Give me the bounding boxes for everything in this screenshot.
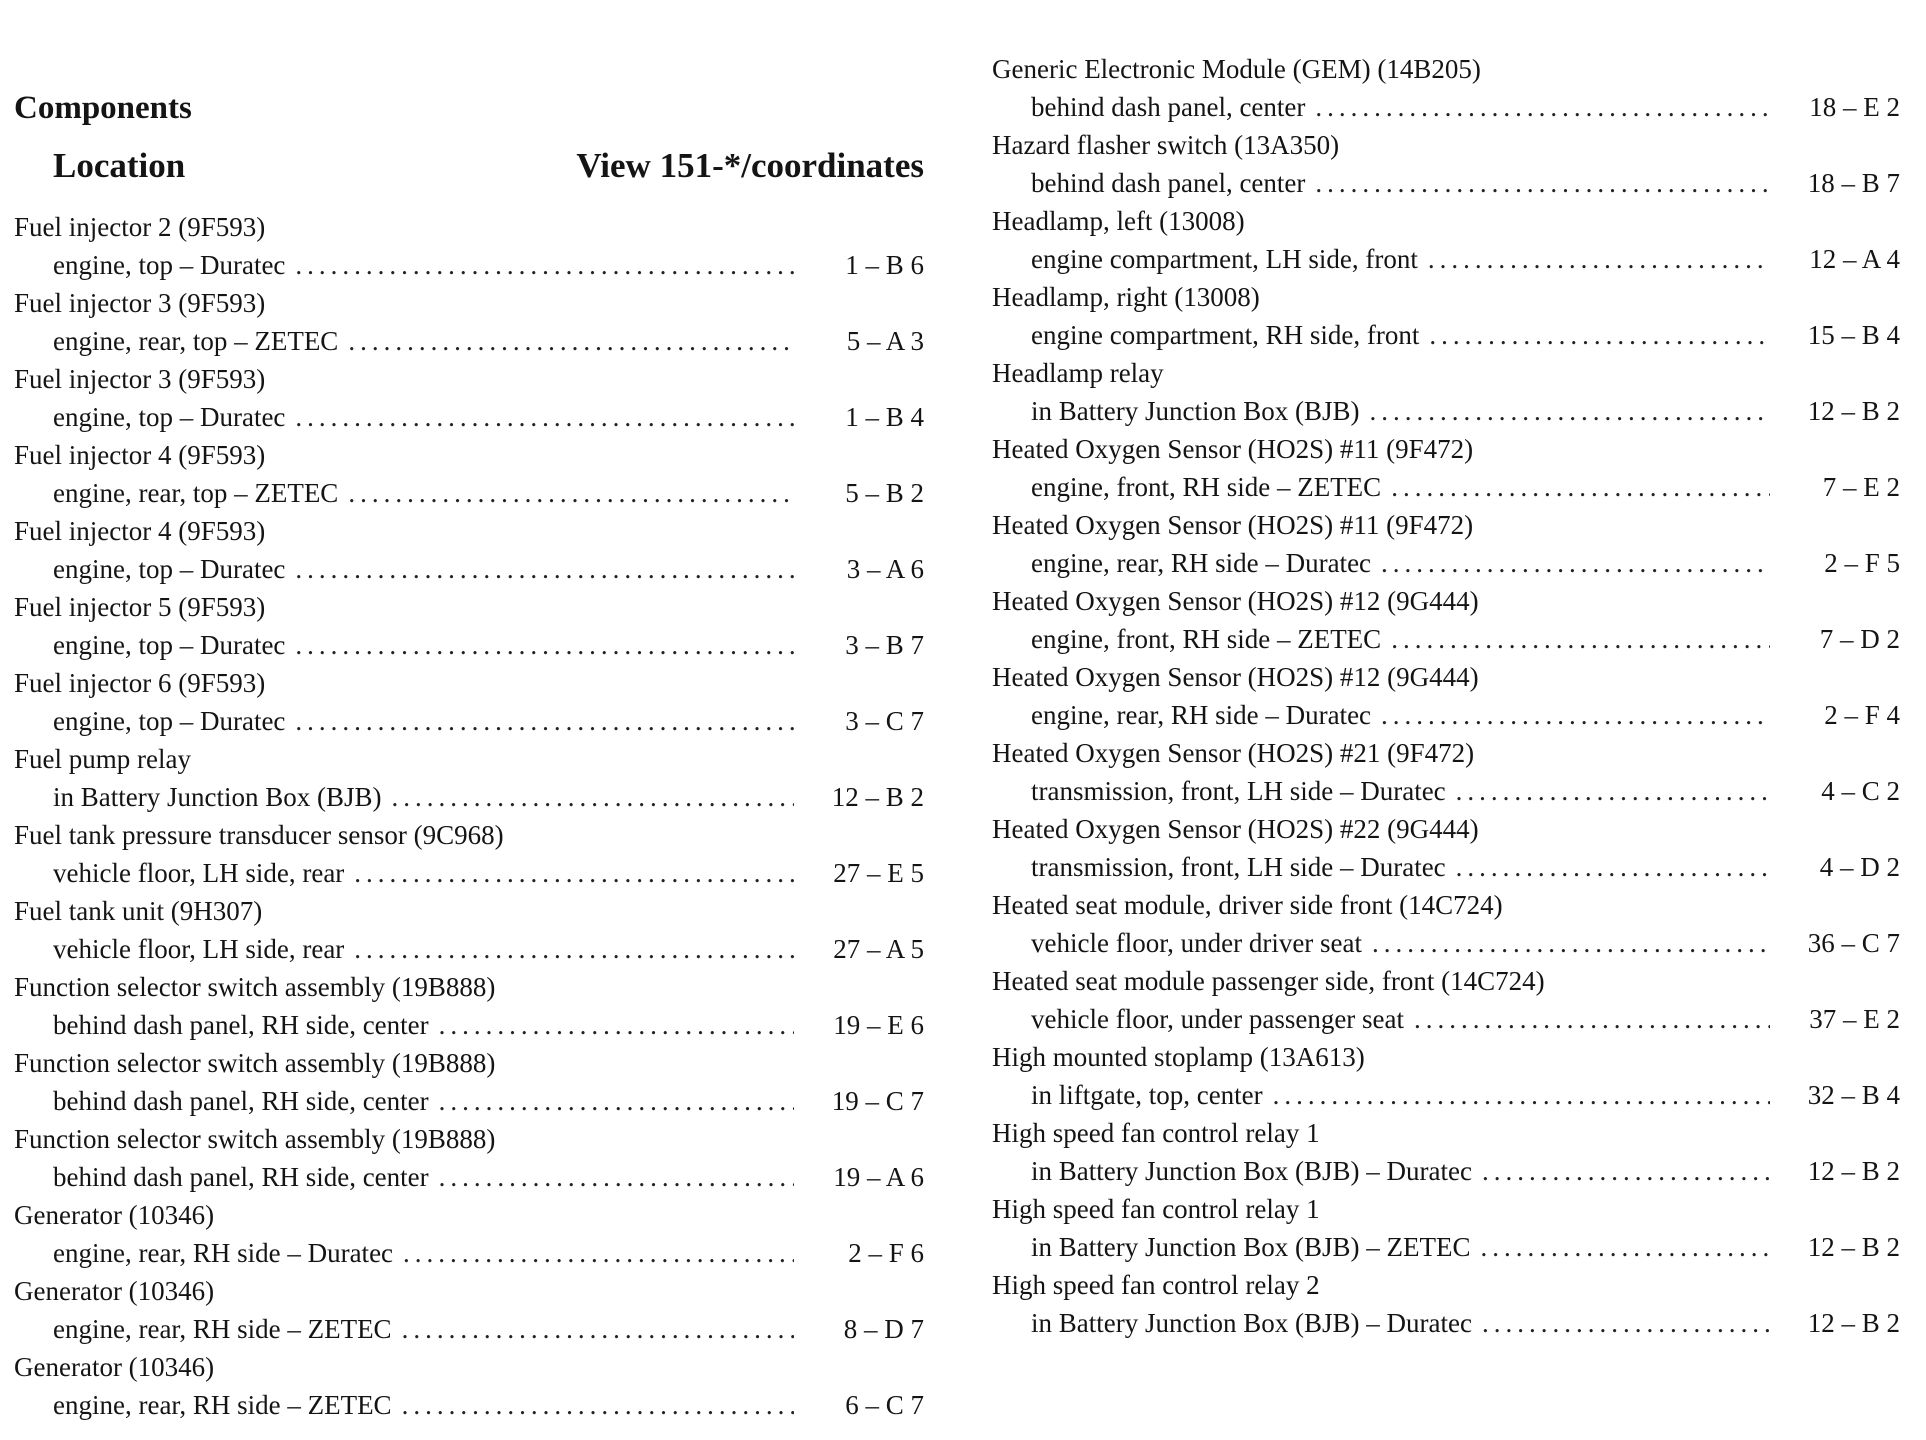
view-coordinate: 15 – B 4: [1807, 320, 1900, 350]
component-name: Heated Oxygen Sensor (HO2S) #12 (9G444): [992, 662, 1479, 692]
dot-leader: [1456, 772, 1770, 810]
dot-leader: [1480, 1228, 1770, 1266]
dot-leader: [295, 702, 794, 740]
component-name: Fuel injector 4 (9F593): [14, 440, 266, 470]
component-entry: [992, 582, 1900, 658]
component-location: engine, rear, RH side – ZETEC: [53, 1314, 392, 1344]
view-coordinate: 12 – B 2: [1807, 1156, 1900, 1186]
location-line: [14, 1158, 924, 1196]
view-coordinate: 5 – A 3: [846, 326, 924, 356]
view-coordinate: 27 – E 5: [833, 858, 924, 888]
component-name: Function selector switch assembly (19B888): [14, 1124, 496, 1154]
component-entry: [992, 1190, 1900, 1266]
component-entry: [992, 126, 1900, 202]
view-coordinate: 1 – B 6: [845, 250, 924, 280]
component-location: engine, rear, RH side – ZETEC: [53, 1390, 392, 1420]
view-coordinate: 4 – C 2: [1821, 776, 1900, 806]
location-line: [992, 1076, 1900, 1114]
dot-leader: [354, 930, 794, 968]
component-location: engine, rear, RH side – Duratec: [1031, 548, 1372, 578]
view-coordinate: 8 – D 7: [843, 1314, 924, 1344]
view-coordinate: 12 – A 4: [1809, 244, 1900, 274]
dot-leader: [1429, 316, 1770, 354]
view-coordinate: 19 – A 6: [833, 1162, 924, 1192]
view-coordinates-column-header: View 151-*/coordinates: [576, 146, 924, 185]
component-entry: [14, 892, 924, 968]
component-entry: [14, 1348, 924, 1424]
location-line: [992, 164, 1900, 202]
view-coordinate: 2 – F 6: [848, 1238, 924, 1268]
component-entry: [992, 354, 1900, 430]
component-name: Function selector switch assembly (19B888): [14, 1048, 496, 1078]
dot-leader: [354, 854, 794, 892]
component-location: engine, front, RH side – ZETEC: [1031, 472, 1382, 502]
dot-leader: [439, 1082, 794, 1120]
dot-leader: [1482, 1304, 1770, 1342]
component-entry: [14, 512, 924, 588]
component-entry: [14, 968, 924, 1044]
component-location: vehicle floor, LH side, rear: [53, 934, 345, 964]
component-entry: [14, 1120, 924, 1196]
component-location: in Battery Junction Box (BJB) – Duratec: [1031, 1156, 1472, 1186]
component-entry: [14, 284, 924, 360]
location-line: [992, 1304, 1900, 1342]
component-location: vehicle floor, under driver seat: [1031, 928, 1363, 958]
component-name: High speed fan control relay 1: [992, 1194, 1320, 1224]
location-line: [992, 1228, 1900, 1266]
component-name: Heated seat module passenger side, front (14C724): [992, 966, 1545, 996]
location-line: [992, 240, 1900, 278]
location-line: [14, 550, 924, 588]
location-line: [14, 1006, 924, 1044]
component-entry: [14, 360, 924, 436]
dot-leader: [295, 550, 794, 588]
dot-leader: [1414, 1000, 1770, 1038]
view-coordinate: 19 – E 6: [833, 1010, 924, 1040]
component-location: behind dash panel, RH side, center: [53, 1086, 429, 1116]
view-coordinate: 3 – C 7: [845, 706, 924, 736]
dot-leader: [1315, 164, 1770, 202]
component-name: Fuel injector 4 (9F593): [14, 516, 266, 546]
location-line: [992, 848, 1900, 886]
component-entry: [992, 810, 1900, 886]
component-entry: [14, 664, 924, 740]
view-coordinate: 3 – B 7: [845, 630, 924, 660]
component-name: Heated Oxygen Sensor (HO2S) #11 (9F472): [992, 434, 1474, 464]
left-entry-list: [14, 208, 924, 1424]
component-entry: [992, 734, 1900, 810]
component-name: Heated Oxygen Sensor (HO2S) #21 (9F472): [992, 738, 1475, 768]
view-coordinate: 4 – D 2: [1819, 852, 1900, 882]
component-location: engine, front, RH side – ZETEC: [1031, 624, 1382, 654]
dot-leader: [1369, 392, 1770, 430]
view-coordinate: 12 – B 2: [1807, 1308, 1900, 1338]
component-entry: [992, 1038, 1900, 1114]
component-name: Fuel pump relay: [14, 744, 191, 774]
location-line: [992, 772, 1900, 810]
component-entry: [992, 430, 1900, 506]
view-coordinate: 18 – E 2: [1809, 92, 1900, 122]
component-entry: [14, 1044, 924, 1120]
component-name: Fuel injector 5 (9F593): [14, 592, 266, 622]
component-name: High speed fan control relay 2: [992, 1270, 1320, 1300]
component-location: engine compartment, LH side, front: [1031, 244, 1418, 274]
component-location: vehicle floor, under passenger seat: [1031, 1004, 1405, 1034]
component-location: engine, rear, top – ZETEC: [53, 326, 339, 356]
location-line: [992, 544, 1900, 582]
component-entry: [14, 436, 924, 512]
component-location: behind dash panel, center: [1031, 92, 1306, 122]
view-coordinate: 1 – B 4: [845, 402, 924, 432]
dot-leader: [439, 1158, 794, 1196]
component-name: Fuel injector 6 (9F593): [14, 668, 266, 698]
location-line: [992, 88, 1900, 126]
dot-leader: [348, 322, 794, 360]
component-entry: [14, 740, 924, 816]
view-coordinate: 7 – E 2: [1822, 472, 1900, 502]
component-name: Fuel injector 2 (9F593): [14, 212, 266, 242]
dot-leader: [348, 474, 794, 512]
location-line: [992, 620, 1900, 658]
component-location: engine, rear, RH side – Duratec: [1031, 700, 1372, 730]
component-location: in Battery Junction Box (BJB) – ZETEC: [1031, 1232, 1471, 1262]
location-line: [14, 246, 924, 284]
component-name: Heated Oxygen Sensor (HO2S) #22 (9G444): [992, 814, 1479, 844]
component-location: behind dash panel, center: [1031, 168, 1306, 198]
component-location: transmission, front, LH side – Duratec: [1031, 852, 1446, 882]
location-line: [14, 626, 924, 664]
dot-leader: [439, 1006, 794, 1044]
component-name: Headlamp relay: [992, 358, 1164, 388]
view-coordinate: 19 – C 7: [831, 1086, 924, 1116]
component-name: Heated seat module, driver side front (14C724): [992, 890, 1503, 920]
location-line: [14, 322, 924, 360]
view-coordinate: 36 – C 7: [1807, 928, 1900, 958]
location-line: [992, 1000, 1900, 1038]
component-location: behind dash panel, RH side, center: [53, 1162, 429, 1192]
component-name: Fuel injector 3 (9F593): [14, 288, 266, 318]
component-name: Heated Oxygen Sensor (HO2S) #12 (9G444): [992, 586, 1479, 616]
dot-leader: [1456, 848, 1770, 886]
dot-leader: [1381, 696, 1770, 734]
component-location: in liftgate, top, center: [1031, 1080, 1263, 1110]
component-entry: [992, 506, 1900, 582]
component-location: engine, top – Duratec: [53, 554, 286, 584]
component-entry: [992, 202, 1900, 278]
right-entry-list: [992, 50, 1900, 1342]
component-location: transmission, front, LH side – Duratec: [1031, 776, 1446, 806]
component-entry: [992, 658, 1900, 734]
location-line: [14, 1310, 924, 1348]
view-coordinate: 12 – B 2: [1807, 396, 1900, 426]
location-line: [14, 778, 924, 816]
component-location: engine compartment, RH side, front: [1031, 320, 1420, 350]
dot-leader: [295, 398, 794, 436]
component-location: behind dash panel, RH side, center: [53, 1010, 429, 1040]
view-coordinate: 27 – A 5: [833, 934, 924, 964]
component-entry: [14, 1272, 924, 1348]
dot-leader: [1391, 620, 1770, 658]
view-coordinate: 3 – A 6: [846, 554, 924, 584]
dot-leader: [403, 1234, 794, 1272]
location-line: [992, 924, 1900, 962]
component-location: engine, top – Duratec: [53, 630, 286, 660]
component-name: Generic Electronic Module (GEM) (14B205): [992, 54, 1481, 84]
component-entry: [14, 208, 924, 284]
dot-leader: [1372, 924, 1770, 962]
component-entry: [992, 1114, 1900, 1190]
view-coordinate: 37 – E 2: [1809, 1004, 1900, 1034]
component-name: Headlamp, right (13008): [992, 282, 1260, 312]
component-name: Headlamp, left (13008): [992, 206, 1245, 236]
component-name: Generator (10346): [14, 1200, 215, 1230]
component-entry: [992, 278, 1900, 354]
component-entry: [992, 50, 1900, 126]
component-name: Hazard flasher switch (13A350): [992, 130, 1340, 160]
location-line: [14, 398, 924, 436]
location-column-header: Location: [53, 146, 186, 185]
location-line: [14, 702, 924, 740]
component-location: engine, top – Duratec: [53, 706, 286, 736]
component-name: High mounted stoplamp (13A613): [992, 1042, 1365, 1072]
component-location: vehicle floor, LH side, rear: [53, 858, 345, 888]
view-coordinate: 12 – B 2: [831, 782, 924, 812]
dot-leader: [1391, 468, 1770, 506]
component-entry: [14, 588, 924, 664]
dot-leader: [1315, 88, 1770, 126]
location-line: [14, 1234, 924, 1272]
component-location: in Battery Junction Box (BJB): [1031, 396, 1360, 426]
location-line: [992, 316, 1900, 354]
component-name: Fuel tank unit (9H307): [14, 896, 263, 926]
view-coordinate: 6 – C 7: [845, 1390, 924, 1420]
component-name: Fuel tank pressure transducer sensor (9C968): [14, 820, 504, 850]
dot-leader: [402, 1386, 794, 1424]
component-name: Heated Oxygen Sensor (HO2S) #11 (9F472): [992, 510, 1474, 540]
location-line: [992, 392, 1900, 430]
location-line: [14, 1386, 924, 1424]
component-location: engine, rear, RH side – Duratec: [53, 1238, 394, 1268]
component-location: engine, top – Duratec: [53, 402, 286, 432]
view-coordinate: 18 – B 7: [1807, 168, 1900, 198]
location-line: [14, 474, 924, 512]
component-name: Fuel injector 3 (9F593): [14, 364, 266, 394]
location-line: [992, 1152, 1900, 1190]
component-entry: [14, 816, 924, 892]
dot-leader: [295, 246, 794, 284]
dot-leader: [295, 626, 794, 664]
component-entry: [992, 962, 1900, 1038]
dot-leader: [1381, 544, 1770, 582]
component-entry: [992, 1266, 1900, 1342]
component-location: engine, top – Duratec: [53, 250, 286, 280]
view-coordinate: 2 – F 5: [1824, 548, 1900, 578]
view-coordinate: 5 – B 2: [845, 478, 924, 508]
view-coordinate: 7 – D 2: [1819, 624, 1900, 654]
component-name: Function selector switch assembly (19B888): [14, 972, 496, 1002]
location-line: [14, 1082, 924, 1120]
location-line: [992, 696, 1900, 734]
component-location: in Battery Junction Box (BJB): [53, 782, 382, 812]
location-line: [14, 854, 924, 892]
dot-leader: [391, 778, 794, 816]
dot-leader: [1273, 1076, 1770, 1114]
dot-leader: [1482, 1152, 1770, 1190]
component-name: Generator (10346): [14, 1276, 215, 1306]
component-location: engine, rear, top – ZETEC: [53, 478, 339, 508]
view-coordinate: 2 – F 4: [1824, 700, 1900, 730]
component-location: in Battery Junction Box (BJB) – Duratec: [1031, 1308, 1472, 1338]
section-title: Components: [14, 90, 192, 126]
view-coordinate: 32 – B 4: [1807, 1080, 1900, 1110]
component-name: Generator (10346): [14, 1352, 215, 1382]
location-line: [14, 930, 924, 968]
dot-leader: [402, 1310, 794, 1348]
component-name: High speed fan control relay 1: [992, 1118, 1320, 1148]
dot-leader: [1428, 240, 1770, 278]
component-entry: [992, 886, 1900, 962]
location-line: [992, 468, 1900, 506]
component-entry: [14, 1196, 924, 1272]
view-coordinate: 12 – B 2: [1807, 1232, 1900, 1262]
